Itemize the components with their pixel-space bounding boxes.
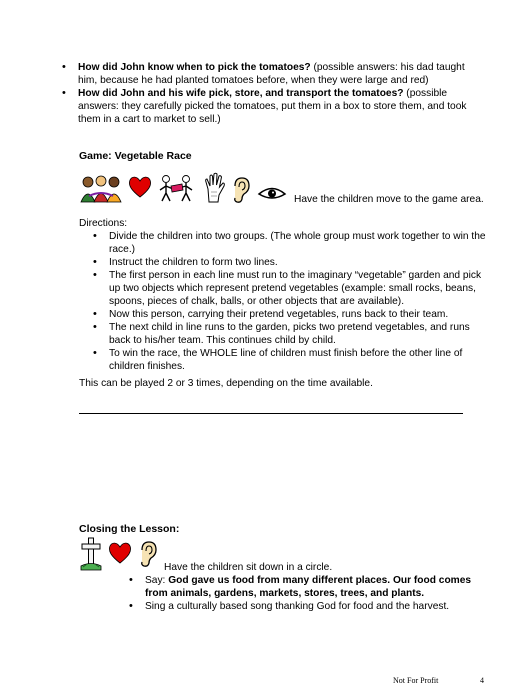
footer-label: Not For Profit (393, 676, 439, 685)
children-group-icon (79, 174, 123, 204)
closing-item (128, 574, 488, 600)
question-text: How did John know when to pick the tomatoes? (78, 62, 311, 73)
closing-list (128, 574, 488, 613)
direction-item: • To win the race, the WHOLE line of children must finish before the other line of children finishes. (92, 347, 492, 373)
game-instruction: Have the children move to the game area. (294, 194, 484, 205)
cross-icon (79, 536, 103, 572)
direction-item: • The first person in each line must run to the imaginary “vegetable” garden and pick up two objects which represent pretend vegetables (example: small rocks, beans, spoons, pieces of chalk, balls, or other objects that are available). (92, 269, 492, 308)
question-item (60, 87, 480, 126)
game-note: This can be played 2 or 3 times, depending on the time available. (79, 378, 373, 389)
ear-icon (231, 176, 251, 204)
question-item (60, 61, 480, 87)
directions-label: Directions: (79, 218, 128, 229)
closing-heading: Closing the Lesson: (79, 523, 180, 535)
game-heading: Game: Vegetable Race (79, 150, 192, 162)
say-prefix: Say: (145, 575, 169, 586)
question-text: How did John and his wife pick, store, and transport the tomatoes? (78, 88, 404, 99)
ear-icon (138, 540, 158, 568)
say-text: God gave us food from many different places. Our food comes from animals, gardens, markets, stores, trees, and plants. (145, 575, 472, 599)
closing-item: • Sing a culturally based song thanking God for food and the harvest. (128, 600, 488, 613)
heart-icon (127, 174, 153, 200)
direction-item: • Instruct the children to form two lines. (92, 256, 492, 269)
heart-icon (107, 540, 133, 566)
direction-item: • The next child in line runs to the garden, picks two pretend vegetables, and runs back to his/her team. This continues child by child. (92, 321, 492, 347)
directions-list (92, 230, 492, 373)
hand-icon (203, 172, 227, 204)
question-answers: (possible answers: they carefully picked the tomatoes, put them in a box to store them, and took them in a cart to market to sell.) (78, 88, 467, 125)
direction-item: • Divide the children into two groups. (The whole group must work together to win the race.) (92, 230, 492, 256)
game-icon-row (79, 172, 289, 206)
page-number: 4 (480, 676, 484, 685)
divider-line (79, 413, 463, 414)
closing-instruction: Have the children sit down in a circle. (164, 562, 333, 573)
figures-icon (156, 174, 200, 204)
closing-icon-row (79, 536, 169, 572)
question-answers: (possible answers: his dad taught him, because he had planted tomatoes before, when they were large and red) (78, 62, 465, 86)
question-list (60, 61, 480, 126)
direction-item: • Now this person, carrying their pretend vegetables, runs back to their team. (92, 308, 492, 321)
eye-icon (257, 184, 287, 202)
